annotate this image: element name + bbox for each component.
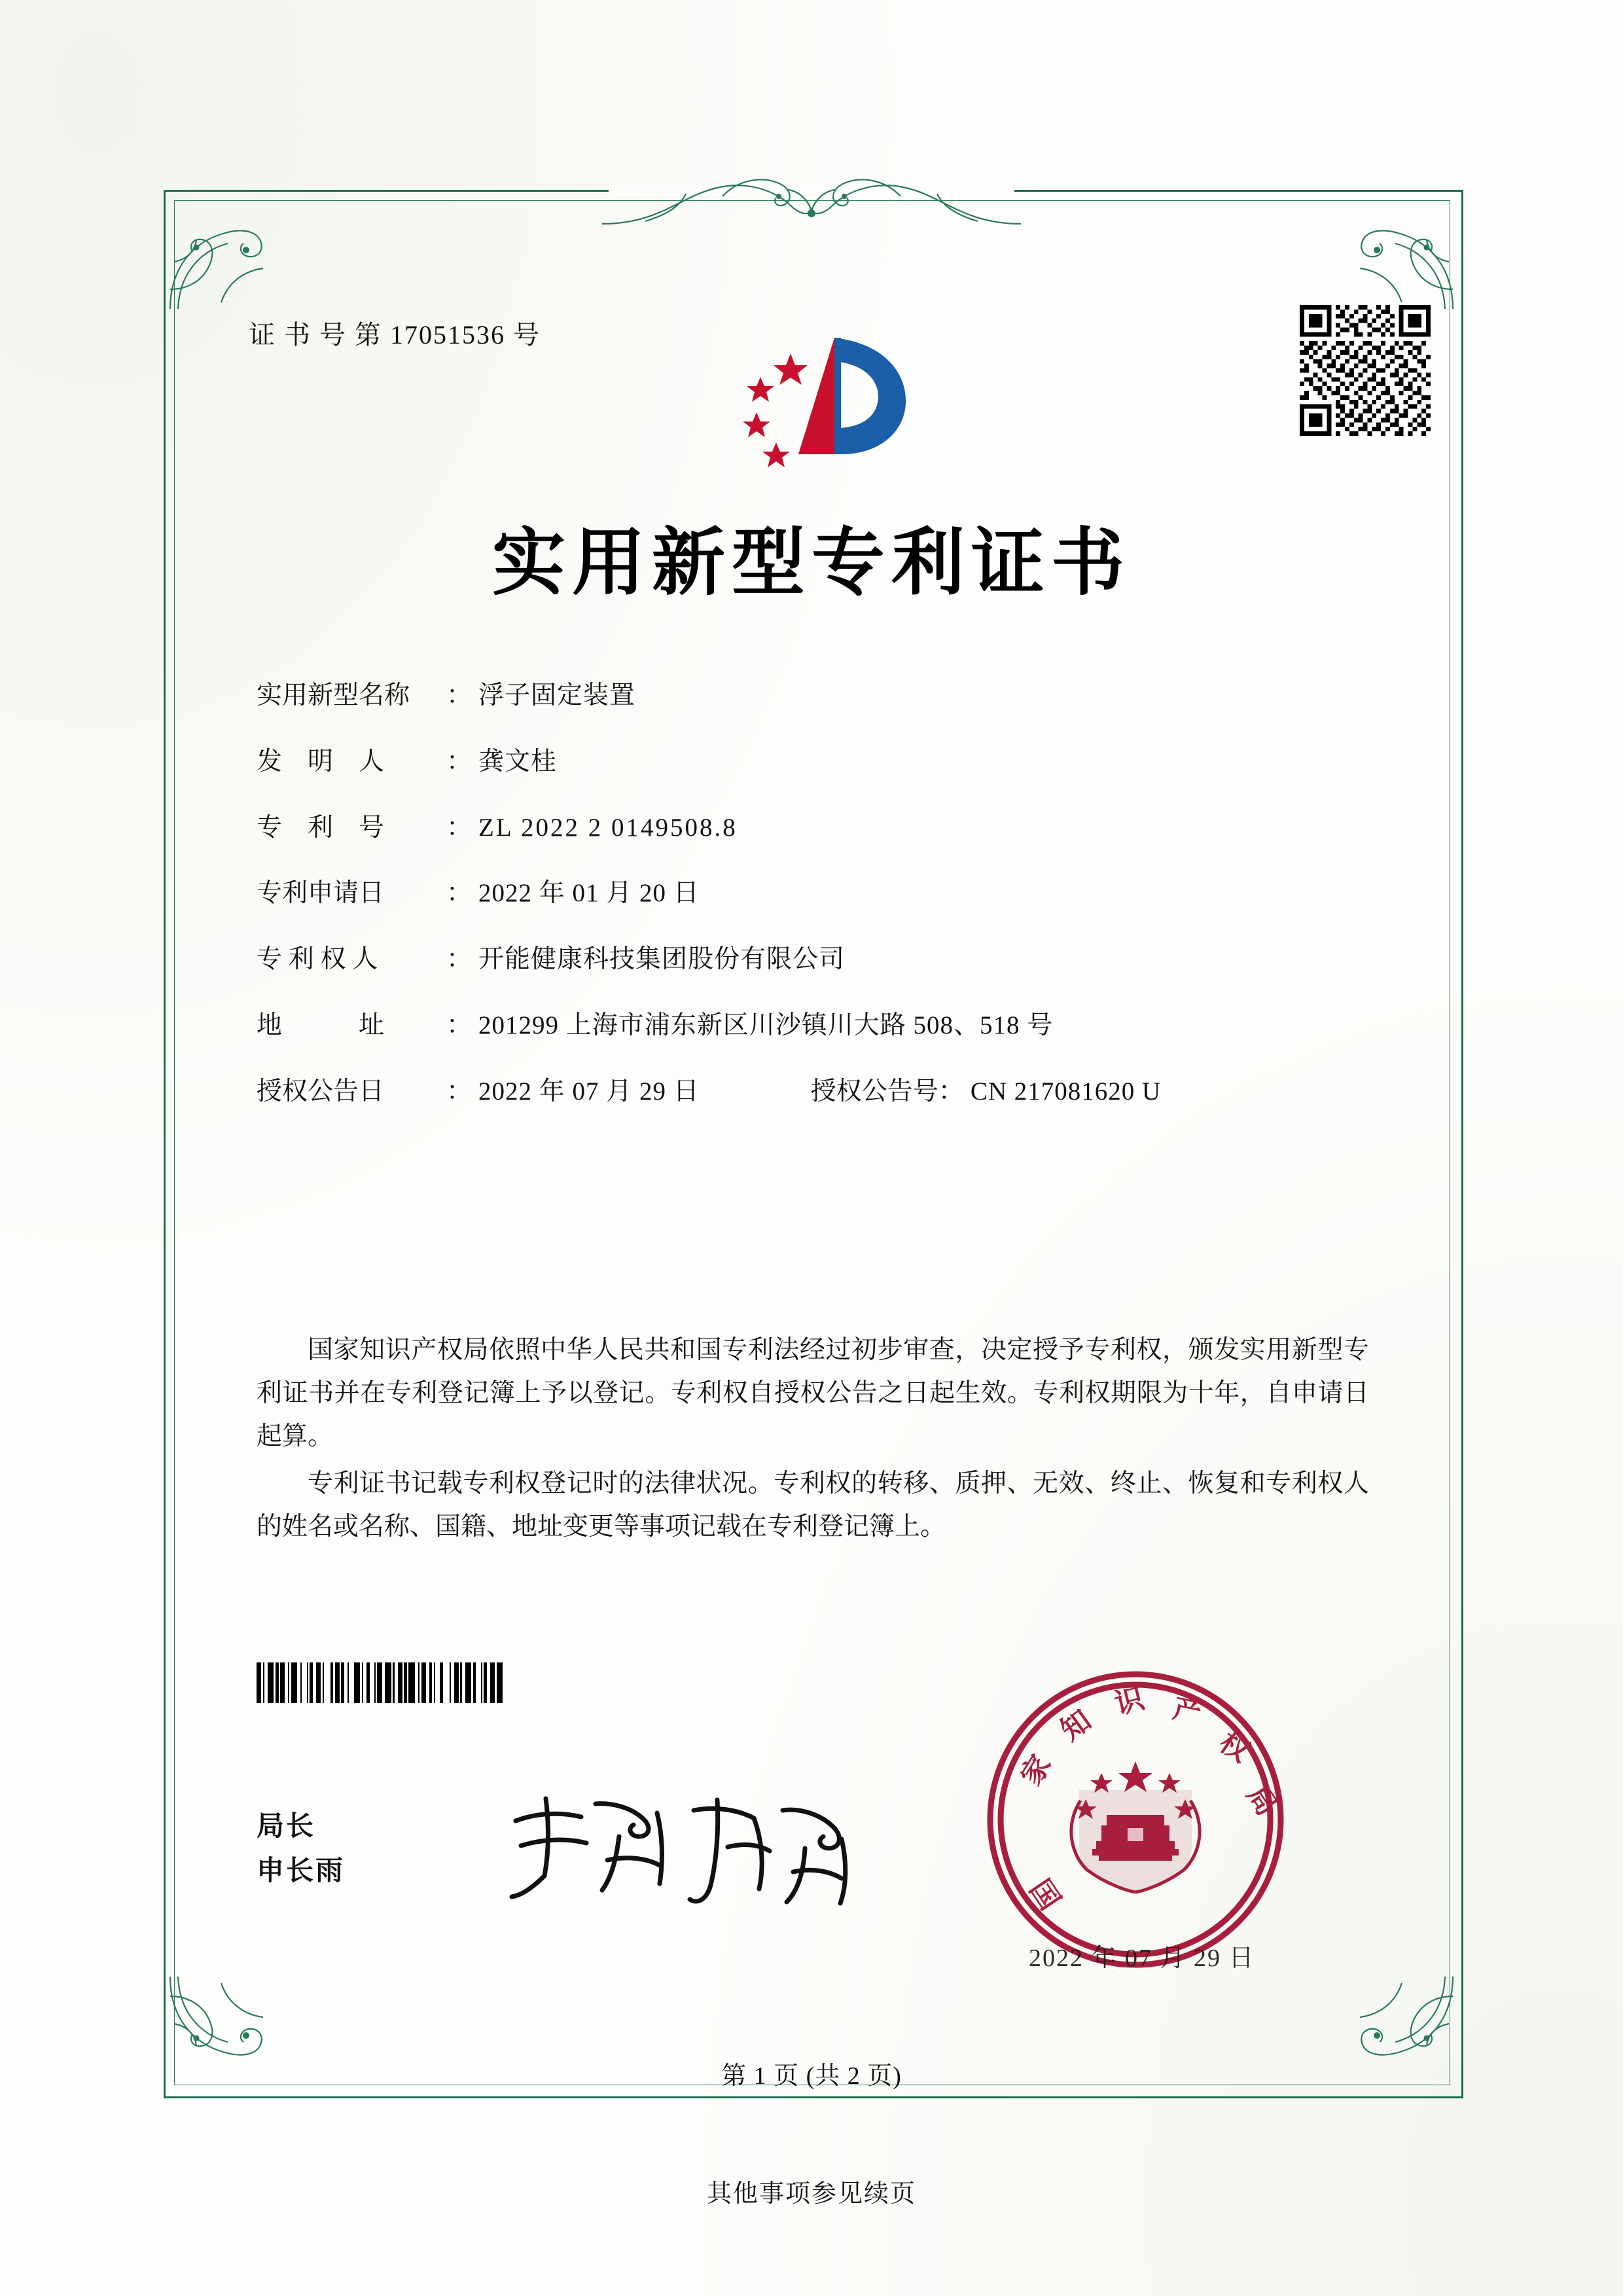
official-red-seal-icon xyxy=(982,1666,1289,1973)
barcode-bar xyxy=(354,1662,361,1703)
barcode-space xyxy=(435,1662,440,1703)
barcode-bar xyxy=(385,1662,391,1703)
field-colon: ： xyxy=(446,681,473,709)
barcode-bar xyxy=(280,1662,285,1703)
field-list xyxy=(257,681,1369,1107)
barcode-bar xyxy=(316,1662,321,1703)
barcode-bar xyxy=(490,1662,495,1703)
field-label: 实用新型名称 xyxy=(257,681,410,709)
field-value: 开能健康科技集团股份有限公司 xyxy=(478,945,846,974)
page-title: 实用新型专利证书 xyxy=(492,520,1131,605)
footer-note: 其他事项参见续页 xyxy=(706,2180,916,2208)
barcode-bar xyxy=(291,1662,298,1703)
grant-date-value: 2022 年 07 月 29 日 xyxy=(478,1077,700,1105)
barcode-space xyxy=(302,1662,306,1703)
field-colon: ： xyxy=(446,945,473,974)
svg-text:知: 知 xyxy=(1054,1703,1098,1748)
director-name-label: 申长雨 xyxy=(257,1856,346,1886)
barcode-bar xyxy=(268,1662,274,1703)
field-colon: ： xyxy=(446,747,473,776)
barcode-bar xyxy=(454,1662,459,1703)
field-row-patentee xyxy=(257,944,1369,975)
field-label: 专 利 权 人 xyxy=(257,945,378,974)
barcode-bar xyxy=(335,1662,340,1703)
field-row-utility-model-name xyxy=(257,681,1369,711)
barcode-bar xyxy=(257,1662,261,1703)
paragraph-1: 国家知识产权局依照中华人民共和国专利法经过初步审查，决定授予专利权，颁发实用新型专利证书并在专利登记簿上予以登记。专利权自授权公告之日起生效。专利权期限为十年，自申请日起算。 xyxy=(257,1336,1369,1450)
barcode-bar xyxy=(398,1662,402,1703)
grant-number-group xyxy=(811,1077,1161,1107)
field-row-application-date xyxy=(257,878,1369,909)
body-text xyxy=(257,1329,1369,1552)
seal-date-overlay: 2022 年 07 月 29 日 xyxy=(1029,1945,1255,1972)
field-value: 2022 年 01 月 20 日 xyxy=(478,879,700,908)
svg-text:局: 局 xyxy=(1240,1779,1284,1822)
barcode-bar xyxy=(465,1662,472,1703)
svg-text:权: 权 xyxy=(1213,1725,1256,1769)
barcode-bar xyxy=(497,1662,503,1703)
field-colon: ： xyxy=(938,1077,964,1105)
page-number: 第 1 页 (共 2 页) xyxy=(721,2062,902,2090)
paragraph-2: 专利证书记载专利权登记时的法律状况。专利权的转移、质押、无效、终止、恢复和专利权人的姓名或名称、国籍、地址变更等事项记载在专利登记簿上。 xyxy=(257,1469,1369,1541)
field-colon: ： xyxy=(446,1011,473,1039)
barcode-bar xyxy=(408,1662,415,1703)
barcode-icon xyxy=(257,1662,675,1703)
top-flourish-ornament-icon xyxy=(582,156,1041,234)
grant-number-label: 授权公告号 xyxy=(810,1077,938,1105)
field-label: 专利申请日 xyxy=(257,879,385,908)
barcode-bar xyxy=(377,1662,382,1703)
field-colon: ： xyxy=(446,1077,473,1105)
barcode-space xyxy=(349,1662,353,1703)
grant-number-value: CN 217081620 U xyxy=(970,1077,1162,1105)
barcode-space xyxy=(476,1662,480,1703)
field-row-grant xyxy=(257,1077,1369,1107)
svg-text:家: 家 xyxy=(1014,1749,1058,1791)
field-row-patent-number xyxy=(257,813,1369,844)
svg-text:产: 产 xyxy=(1169,1691,1205,1730)
field-value: ZL 2022 2 0149508.8 xyxy=(478,813,738,842)
certificate-number: 证 书 号 第 17051536 号 xyxy=(249,320,541,350)
barcode-space xyxy=(324,1662,330,1703)
field-colon: ： xyxy=(446,879,473,908)
svg-text:识: 识 xyxy=(1111,1681,1148,1721)
field-row-address xyxy=(257,1011,1369,1041)
handwritten-signature-icon xyxy=(497,1774,864,1918)
grant-date-label: 授权公告日 xyxy=(257,1077,385,1105)
barcode-bar xyxy=(421,1662,426,1703)
barcode-space xyxy=(370,1662,374,1703)
svg-text:国: 国 xyxy=(1022,1873,1067,1916)
director-title-label: 局长 xyxy=(257,1812,316,1842)
cnipa-emblem-icon xyxy=(713,314,923,478)
barcode-space xyxy=(443,1662,450,1703)
field-value: 浮子固定装置 xyxy=(478,681,636,709)
field-value: 龚文桂 xyxy=(478,747,558,776)
field-label: 地 址 xyxy=(257,1011,385,1039)
qr-code-icon xyxy=(1300,305,1431,436)
field-colon: ： xyxy=(446,813,473,842)
field-label: 发 明 人 xyxy=(257,747,385,776)
barcode-space xyxy=(503,1662,504,1703)
field-label: 专 利 号 xyxy=(257,813,385,842)
field-row-inventor xyxy=(257,747,1369,778)
field-value: 201299 上海市浦东新区川沙镇川大路 508、518 号 xyxy=(478,1011,1054,1039)
